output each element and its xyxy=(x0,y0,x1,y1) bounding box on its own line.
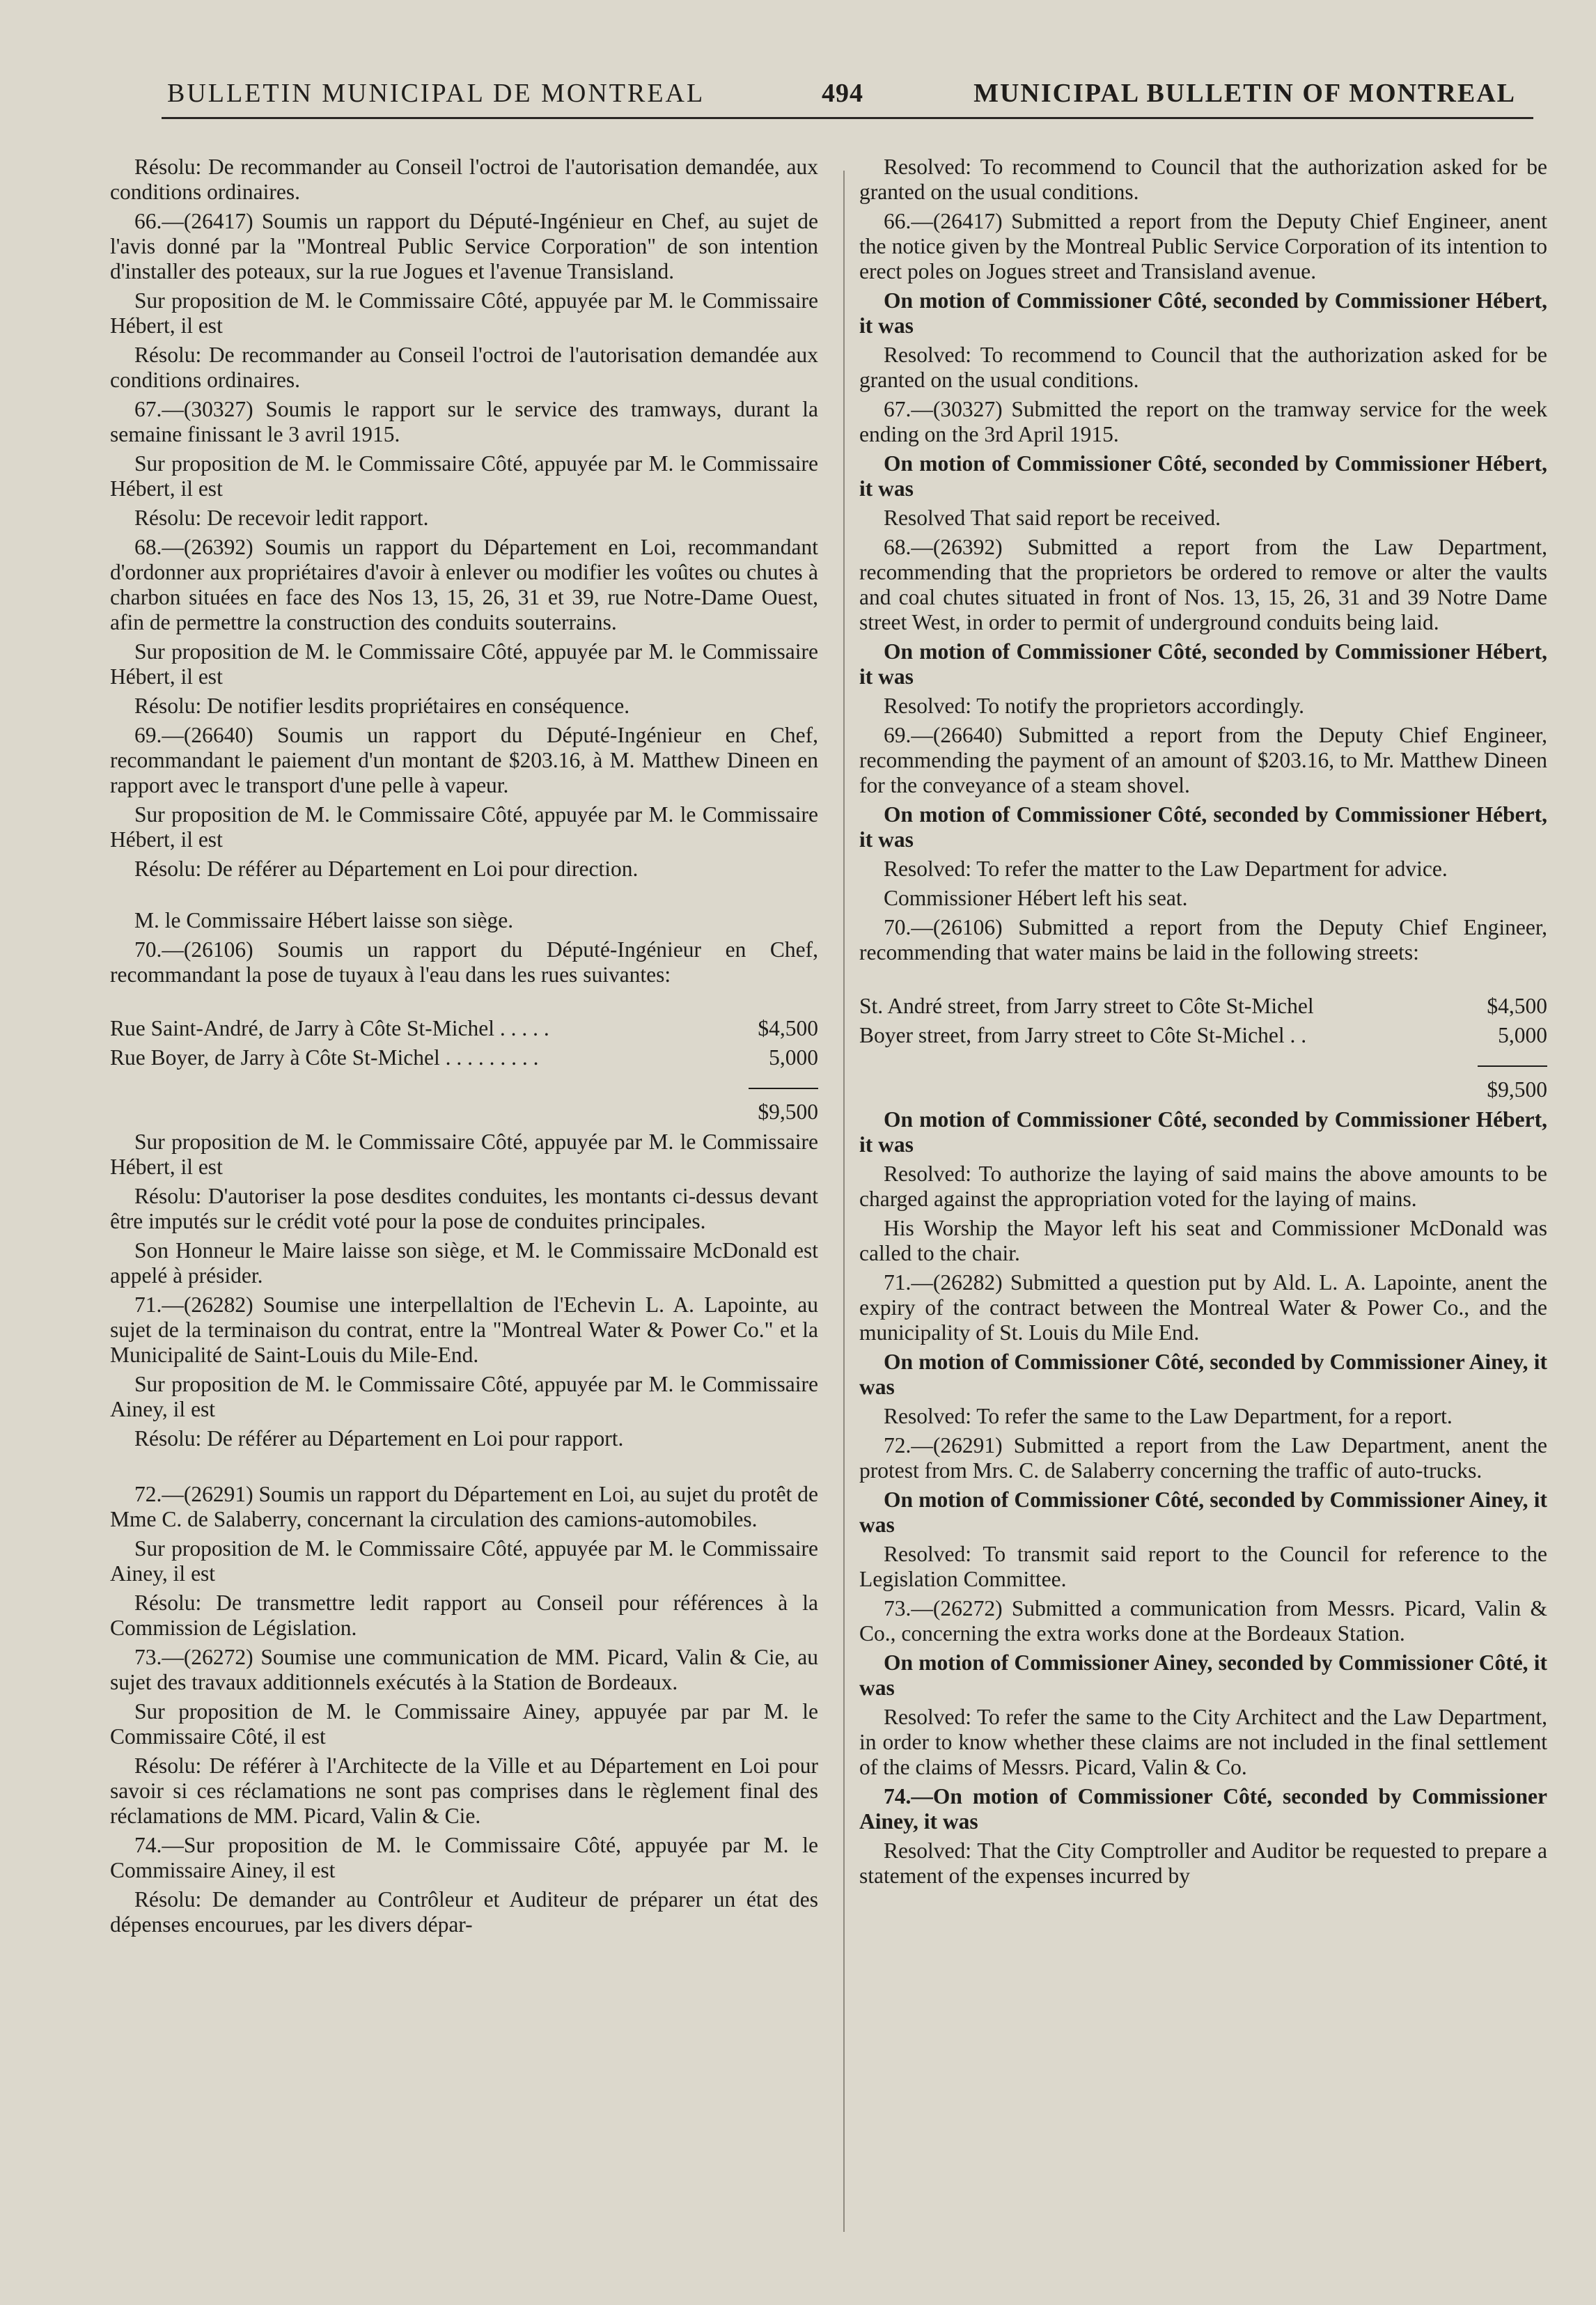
paragraph: Son Honneur le Maire laisse son siège, et M. le Commissaire McDonald est appelé à présider. xyxy=(110,1238,818,1288)
paragraph: 71.—(26282) Submitted a question put by Ald. L. A. Lapointe, anent the expiry of the contract between the Montreal Water & Power Co., and the municipality of St. Louis du Mile End. xyxy=(859,1270,1547,1345)
paragraph: On motion of Commissioner Côté, seconded by Commissioner Hébert, it was xyxy=(859,451,1547,501)
street-row xyxy=(859,1021,1547,1050)
total-rule xyxy=(1478,1065,1547,1067)
page-number: 494 xyxy=(822,79,863,108)
paragraph: 69.—(26640) Submitted a report from the Deputy Chief Engineer, recommending the payment of an amount of $203.16, to Mr. Matthew Dineen for the conveyance of a steam shovel. xyxy=(859,723,1547,797)
paragraph: On motion of Commissioner Côté, seconded by Commissioner Hébert, it was xyxy=(859,1107,1547,1157)
street-amount: $4,500 xyxy=(1487,994,1547,1018)
paragraph: 74.—On motion of Commissioner Côté, seconded by Commissioner Ainey, it was xyxy=(859,1784,1547,1834)
paragraph: 71.—(26282) Soumise une interpellaltion de l'Echevin L. A. Lapointe, au sujet de la terminaison du contrat, entre la "Montreal Water & Power Co." et la Municipalité de Saint-Louis du Mile-End. xyxy=(110,1292,818,1367)
paragraph: On motion of Commissioner Côté, seconded by Commissioner Ainey, it was xyxy=(859,1350,1547,1399)
paragraph: Sur proposition de M. le Commissaire Côté, appuyée par M. le Commissaire Hébert, il est xyxy=(110,802,818,852)
paragraph: 68.—(26392) Soumis un rapport du Département en Loi, recommandant d'ordonner aux propriétaires d'avoir à enlever ou modifier les voûtes ou chutes à charbon situées en face des Nos 13, 15, 26, 31 et 39, rue Notre-Dame Ouest, afin de permettre la construction des conduits souterrains. xyxy=(110,535,818,634)
paragraph: Résolu: De recommander au Conseil l'octroi de l'autorisation demandée, aux conditions ordinaires. xyxy=(110,155,818,204)
paragraph: Sur proposition de M. le Commissaire Côté, appuyée par M. le Commissaire Ainey, il est xyxy=(110,1536,818,1586)
paragraph: Sur proposition de M. le Commissaire Côté, appuyée par M. le Commissaire Hébert, il est xyxy=(110,451,818,501)
header-english-title: MUNICIPAL BULLETIN OF MONTREAL xyxy=(973,79,1516,108)
paragraph: 72.—(26291) Submitted a report from the Law Department, anent the protest from Mrs. C. de Salaberry concerning the traffic of auto-trucks. xyxy=(859,1433,1547,1483)
street-amount: 5,000 xyxy=(1498,1023,1547,1047)
paragraph: Résolu: De demander au Contrôleur et Auditeur de préparer un état des dépenses encourues, par les divers dépar- xyxy=(110,1887,818,1937)
english-column xyxy=(859,155,1547,1893)
paragraph: Résolu: De notifier lesdits propriétaires en conséquence. xyxy=(134,694,630,718)
paragraph: Resolved: To refer the matter to the Law Department for advice. xyxy=(884,857,1448,881)
paragraph: Résolu: De référer au Département en Loi pour direction. xyxy=(134,857,639,881)
street-name: St. André street, from Jarry street to Côte St-Michel xyxy=(859,994,1314,1018)
paragraph: On motion of Commissioner Côté, seconded by Commissioner Ainey, it was xyxy=(859,1487,1547,1537)
paragraph: Sur proposition de M. le Commissaire Ainey, appuyée par par M. le Commissaire Côté, il est xyxy=(110,1699,818,1749)
paragraph: 68.—(26392) Submitted a report from the Law Department, recommending that the proprietors be ordered to remove or alter the vaults and coal chutes situated in front of Nos. 13, 15, 26, 31 and 39 Notre Dame street West, in order to permit of underground conduits being laid. xyxy=(859,535,1547,634)
paragraph: Résolu: De référer au Département en Loi pour rapport. xyxy=(134,1426,624,1451)
paragraph: On motion of Commissioner Ainey, seconded by Commissioner Côté, it was xyxy=(859,1650,1547,1700)
header-french-title: BULLETIN MUNICIPAL DE MONTREAL xyxy=(167,79,705,108)
paragraph: His Worship the Mayor left his seat and Commissioner McDonald was called to the chair. xyxy=(859,1216,1547,1265)
paragraph: On motion of Commissioner Côté, seconded by Commissioner Hébert, it was xyxy=(859,288,1547,338)
paragraph: Sur proposition de M. le Commissaire Côté, appuyée par M. le Commissaire Hébert, il est xyxy=(110,639,818,689)
paragraph: Resolved: To recommend to Council that the authorization asked for be granted on the usual conditions. xyxy=(859,343,1547,392)
paragraph: Résolu: De recommander au Conseil l'octroi de l'autorisation demandée aux conditions ordinaires. xyxy=(110,343,818,392)
paragraph: 70.—(26106) Soumis un rapport du Député-Ingénieur en Chef, recommandant la pose de tuyaux à l'eau dans les rues suivantes: xyxy=(110,937,818,987)
paragraph: Resolved: To authorize the laying of said mains the above amounts to be charged against the appropriation voted for the laying of mains. xyxy=(859,1162,1547,1211)
paragraph: 66.—(26417) Submitted a report from the Deputy Chief Engineer, anent the notice given by the Montreal Public Service Corporation of its intention to erect poles on Jogues street and Transisland avenue. xyxy=(859,209,1547,283)
paragraph: Resolved That said report be received. xyxy=(884,506,1221,530)
paragraph: 66.—(26417) Soumis un rapport du Député-Ingénieur en Chef, au sujet de l'avis donné par la "Montreal Public Service Corporation" de son intention d'installer des poteaux, sur la rue Jogues et l'avenue Transisland. xyxy=(110,209,818,283)
paragraph: 67.—(30327) Soumis le rapport sur le service des tramways, durant la semaine finissant le 3 avril 1915. xyxy=(110,397,818,446)
paragraph: 69.—(26640) Soumis un rapport du Député-Ingénieur en Chef, recommandant le paiement d'un montant de $203.16, à M. Matthew Dineen en rapport avec le transport d'une pelle à vapeur. xyxy=(110,723,818,797)
french-column xyxy=(110,155,818,1941)
paragraph: 72.—(26291) Soumis un rapport du Département en Loi, au sujet du protêt de Mme C. de Salaberry, concernant la circulation des camions-automobiles. xyxy=(110,1482,818,1531)
street-amount: 5,000 xyxy=(769,1045,818,1070)
street-row xyxy=(859,992,1547,1021)
paragraph: Resolved: To notify the proprietors accordingly. xyxy=(884,694,1305,718)
paragraph: 67.—(30327) Submitted the report on the tramway service for the week ending on the 3rd April 1915. xyxy=(859,397,1547,446)
total-amount: $9,500 xyxy=(758,1100,818,1124)
street-name: Boyer street, from Jarry street to Côte St-Michel . . xyxy=(859,1023,1307,1047)
paragraph: Resolved: To transmit said report to the Council for reference to the Legislation Committee. xyxy=(859,1542,1547,1591)
street-name: Rue Saint-André, de Jarry à Côte St-Michel . . . . . xyxy=(110,1016,549,1040)
paragraph: M. le Commissaire Hébert laisse son siège. xyxy=(134,908,514,932)
total-amount: $9,500 xyxy=(1487,1077,1547,1102)
paragraph: Commissioner Hébert left his seat. xyxy=(884,886,1188,910)
paragraph: 73.—(26272) Submitted a communication from Messrs. Picard, Valin & Co., concerning the extra works done at the Bordeaux Station. xyxy=(859,1596,1547,1646)
total-rule xyxy=(749,1088,818,1089)
paragraph: 70.—(26106) Submitted a report from the Deputy Chief Engineer, recommending that water mains be laid in the following streets: xyxy=(859,915,1547,964)
paragraph: Résolu: De recevoir ledit rapport. xyxy=(134,506,429,530)
paragraph: Resolved: To recommend to Council that the authorization asked for be granted on the usual conditions. xyxy=(859,155,1547,204)
street-row xyxy=(110,1014,818,1043)
paragraph: On motion of Commissioner Côté, seconded by Commissioner Hébert, it was xyxy=(859,639,1547,689)
street-amount: $4,500 xyxy=(758,1016,818,1040)
paragraph: Résolu: De transmettre ledit rapport au Conseil pour références à la Commission de Législation. xyxy=(110,1591,818,1640)
paragraph: Sur proposition de M. le Commissaire Côté, appuyée par M. le Commissaire Hébert, il est xyxy=(110,288,818,338)
paragraph: Résolu: De référer à l'Architecte de la Ville et au Département en Loi pour savoir si ces réclamations ne sont pas comprises dans le règlement final des réclamations de MM. Picard, Valin & Cie. xyxy=(110,1753,818,1828)
column-divider xyxy=(843,171,845,2232)
paragraph: Resolved: To refer the same to the Law Department, for a report. xyxy=(884,1404,1453,1428)
paragraph: 73.—(26272) Soumise une communication de MM. Picard, Valin & Cie, au sujet des travaux additionnels exécutés à la Station de Bordeaux. xyxy=(110,1645,818,1694)
header-rule xyxy=(162,117,1533,119)
paragraph: Resolved: To refer the same to the City Architect and the Law Department, in order to know whether these claims are not included in the final settlement of the claims of Messrs. Picard, Valin & Co. xyxy=(859,1705,1547,1779)
paragraph: 74.—Sur proposition de M. le Commissaire Côté, appuyée par M. le Commissaire Ainey, il est xyxy=(110,1833,818,1882)
street-row xyxy=(110,1043,818,1072)
paragraph: Sur proposition de M. le Commissaire Côté, appuyée par M. le Commissaire Ainey, il est xyxy=(110,1372,818,1421)
paragraph: Resolved: That the City Comptroller and Auditor be requested to prepare a statement of the expenses incurred by xyxy=(859,1838,1547,1888)
paragraph: Sur proposition de M. le Commissaire Côté, appuyée par M. le Commissaire Hébert, il est xyxy=(110,1130,818,1179)
paragraph: Résolu: D'autoriser la pose desdites conduites, les montants ci-dessus devant être imputés sur le crédit voté pour la pose de conduites principales. xyxy=(110,1184,818,1233)
paragraph: On motion of Commissioner Côté, seconded by Commissioner Hébert, it was xyxy=(859,802,1547,852)
street-name: Rue Boyer, de Jarry à Côte St-Michel . . . . . . . . . xyxy=(110,1045,539,1070)
